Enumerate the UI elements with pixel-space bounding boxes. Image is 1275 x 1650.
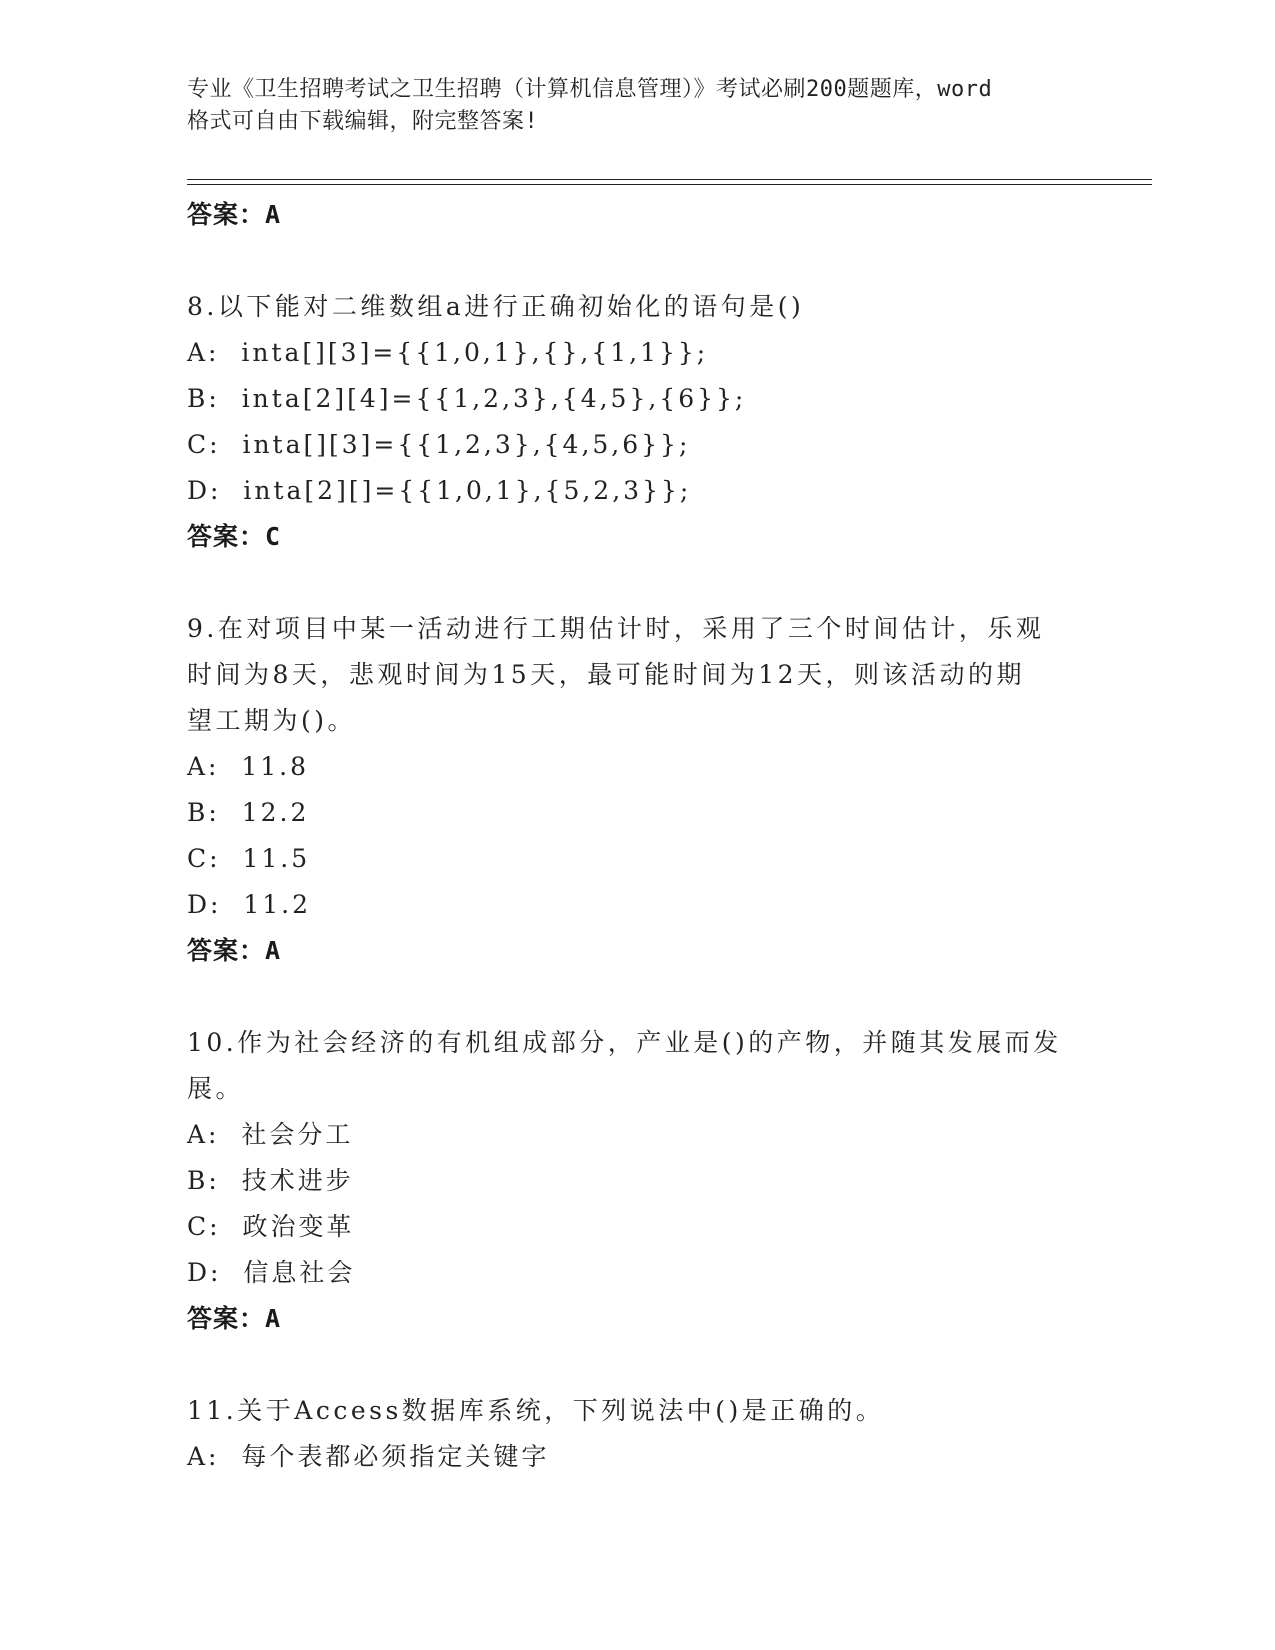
spacer xyxy=(187,560,1087,606)
header-line-1: 专业《卫生招聘考试之卫生招聘（计算机信息管理）》考试必刷200题题库，word xyxy=(187,77,993,102)
page-header xyxy=(187,74,1107,138)
answer: 答案：C xyxy=(187,522,282,551)
answer: 答案：A xyxy=(187,936,282,965)
spacer xyxy=(187,238,1087,284)
option-d: D: inta[2][]={{1,0,1},{5,2,3}}; xyxy=(187,476,692,505)
header-line-2: 格式可自由下载编辑，附完整答案! xyxy=(187,109,539,134)
option-a: A: 每个表都必须指定关键字 xyxy=(187,1442,550,1471)
option-c: C: inta[][3]={{1,2,3},{4,5,6}}; xyxy=(187,430,691,459)
question-9 xyxy=(187,606,1087,974)
question-text-line-1: 9.在对项目中某一活动进行工期估计时，采用了三个时间估计，乐观 xyxy=(187,614,1045,643)
option-c: C: 11.5 xyxy=(187,844,311,873)
spacer xyxy=(187,974,1087,1020)
question-text: 11.关于Access数据库系统，下列说法中()是正确的。 xyxy=(187,1396,885,1425)
header-rule-top xyxy=(187,179,1152,180)
question-text-line-2: 展。 xyxy=(187,1074,245,1103)
previous-answer: 答案：A xyxy=(187,200,282,229)
question-8 xyxy=(187,284,1087,560)
question-10 xyxy=(187,1020,1087,1342)
option-a: A: inta[][3]={{1,0,1},{},{1,1}}; xyxy=(187,338,709,367)
question-text-line-2: 时间为8天，悲观时间为15天，最可能时间为12天，则该活动的期 xyxy=(187,660,1026,689)
question-list xyxy=(187,192,1087,1480)
option-b: B: 技术进步 xyxy=(187,1166,354,1195)
option-a: A: 11.8 xyxy=(187,752,310,781)
question-11 xyxy=(187,1388,1087,1480)
option-a: A: 社会分工 xyxy=(187,1120,354,1149)
header-rule-bottom xyxy=(187,184,1152,185)
option-d: D: 11.2 xyxy=(187,890,312,919)
question-text-line-1: 10.作为社会经济的有机组成部分，产业是()的产物，并随其发展而发 xyxy=(187,1028,1062,1057)
answer: 答案：A xyxy=(187,1304,282,1333)
option-b: B: inta[2][4]={{1,2,3},{4,5},{6}}; xyxy=(187,384,747,413)
option-c: C: 政治变革 xyxy=(187,1212,355,1241)
question-text-line-3: 望工期为()。 xyxy=(187,706,357,735)
spacer xyxy=(187,1342,1087,1388)
option-b: B: 12.2 xyxy=(187,798,310,827)
question-text: 8.以下能对二维数组a进行正确初始化的语句是() xyxy=(187,292,805,321)
option-d: D: 信息社会 xyxy=(187,1258,356,1287)
